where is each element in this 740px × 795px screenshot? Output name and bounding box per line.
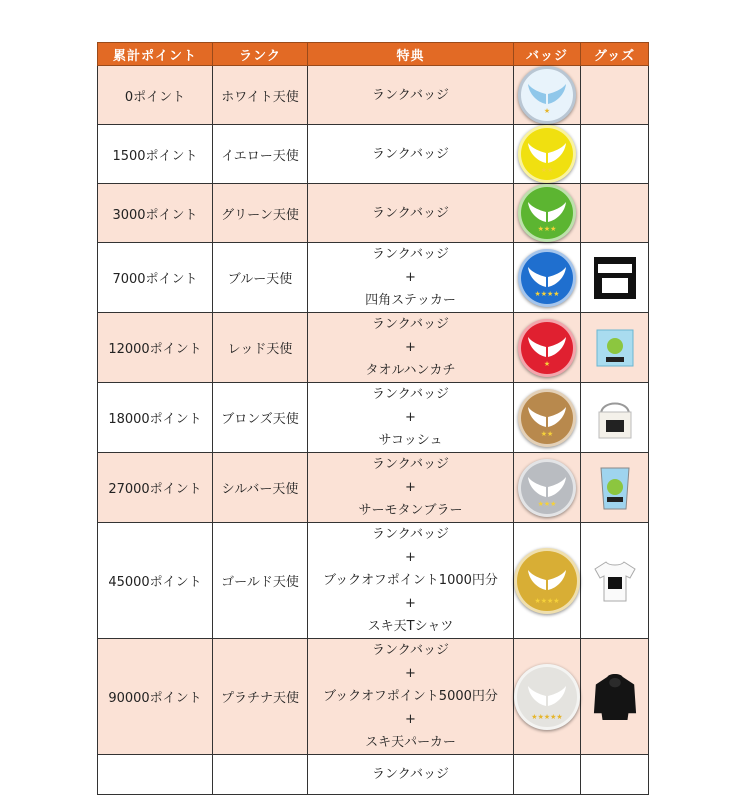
badge-cell [514,523,581,639]
perks-cell [308,755,514,795]
platinum-angel-badge-icon: ★★★★★ [514,664,580,730]
points-cell: 3000ポイント [98,184,213,243]
goods-cell [581,184,649,243]
perks-cell [308,639,514,755]
points-cell: 90000ポイント [98,639,213,755]
badge-cell [514,755,581,795]
points-cell: 27000ポイント [98,453,213,523]
rank-cell: グリーン天使 [213,184,308,243]
sacoche-icon [592,395,638,441]
table-row [98,453,649,523]
perk-item: ランクバッジ [372,205,449,221]
badge-cell [514,125,581,184]
goods-cell [581,453,649,523]
perk-item: サーモタンブラー [358,503,463,518]
yellow-angel-badge-icon: ★★ [518,125,576,183]
perk-item: ランクバッジ [372,387,449,402]
header-rank: ランク [213,43,308,66]
table-row [98,243,649,313]
perks-cell [308,243,514,313]
perk-item: サコッシュ [378,433,443,448]
perk-item: スキ天パーカー [365,735,456,750]
goods-cell [581,125,649,184]
goods-cell [581,313,649,383]
goods-cell [581,243,649,313]
hoodie-icon [592,674,638,720]
perk-item: タオルハンカチ [365,363,456,378]
rank-cell: レッド天使 [213,313,308,383]
badge-cell [514,383,581,453]
perks-cell [308,125,514,184]
perks-cell [308,184,514,243]
table-header-row [98,43,649,66]
rank-cell: ゴールド天使 [213,523,308,639]
perks-cell [308,453,514,523]
perk-item: ランクバッジ [372,767,449,782]
square-sticker-icon [592,255,638,301]
t-shirt-icon [592,558,638,604]
badge-cell [514,66,581,125]
table-row [98,639,649,755]
perk-plus: + [405,270,416,285]
rank-cell: ホワイト天使 [213,66,308,125]
perk-plus: + [405,410,416,425]
rank-cell: ブロンズ天使 [213,383,308,453]
towel-handkerchief-icon [592,325,638,371]
bronze-angel-badge-icon: ★★ [518,389,576,447]
perks-cell [308,313,514,383]
goods-cell [581,755,649,795]
header-points: 累計ポイント [98,43,213,66]
perks-cell [308,383,514,453]
points-cell: 12000ポイント [98,313,213,383]
points-cell: 45000ポイント [98,523,213,639]
perks-cell [308,523,514,639]
rank-cell: ブルー天使 [213,243,308,313]
table-row [98,755,649,795]
gold-angel-badge-icon: ★★★★ [514,548,580,614]
table-row [98,66,649,125]
badge-cell [514,184,581,243]
white-angel-badge-icon: ★ [518,66,576,124]
table-row [98,383,649,453]
points-cell: 7000ポイント [98,243,213,313]
perk-plus: + [405,340,416,355]
perk-item: ランクバッジ [372,317,449,332]
red-angel-badge-icon: ★ [518,319,576,377]
points-cell: 18000ポイント [98,383,213,453]
perk-item: ランクバッジ [372,457,449,472]
perk-item: ランクバッジ [372,643,449,658]
header-goods: グッズ [581,43,649,66]
thermo-tumbler-icon [592,465,638,511]
points-cell: 0ポイント [98,66,213,125]
badge-cell [514,243,581,313]
goods-cell [581,383,649,453]
perk-item: ブックオフポイント1000円分 [323,573,498,588]
table-row [98,184,649,243]
perk-plus: + [405,666,416,681]
goods-cell [581,523,649,639]
rank-cell: プラチナ天使 [213,639,308,755]
green-angel-badge-icon: ★★★ [518,184,576,242]
perks-cell [308,66,514,125]
perk-plus: + [405,712,416,727]
badge-cell [514,313,581,383]
rank-rewards-table [97,42,649,795]
points-cell: 1500ポイント [98,125,213,184]
badge-cell [514,639,581,755]
table-row [98,523,649,639]
table-row [98,313,649,383]
perk-plus: + [405,480,416,495]
perk-item: ブックオフポイント5000円分 [323,689,498,704]
rank-cell: シルバー天使 [213,453,308,523]
silver-angel-badge-icon: ★★★ [518,459,576,517]
rank-cell [213,755,308,795]
header-badge: バッジ [514,43,581,66]
points-cell [98,755,213,795]
perk-item: スキ天Tシャツ [367,619,454,634]
goods-cell [581,66,649,125]
badge-cell [514,453,581,523]
table-row [98,125,649,184]
perk-item: 四角ステッカー [365,293,456,308]
perk-item: ランクバッジ [372,87,449,103]
rank-cell: イエロー天使 [213,125,308,184]
blue-angel-badge-icon: ★★★★ [518,249,576,307]
header-perks: 特典 [308,43,514,66]
perk-plus: + [405,550,416,565]
perk-item: ランクバッジ [372,247,449,262]
perk-item: ランクバッジ [372,146,449,162]
perk-item: ランクバッジ [372,527,449,542]
perk-plus: + [405,596,416,611]
goods-cell [581,639,649,755]
